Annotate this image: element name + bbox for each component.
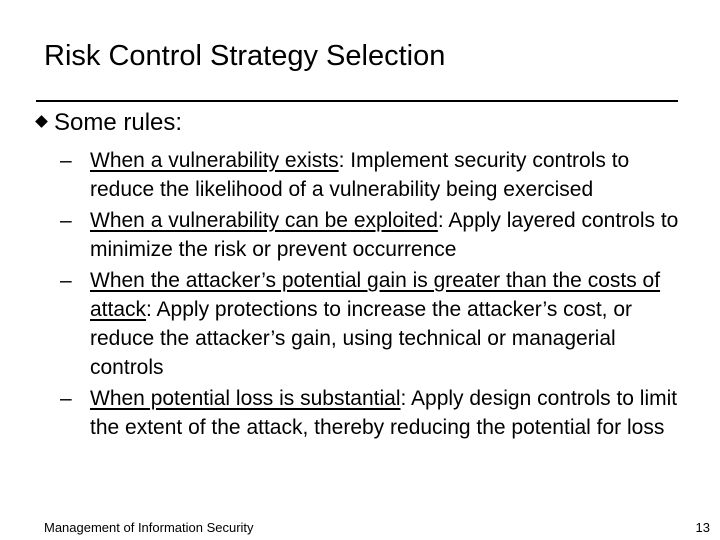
main-bullet [34, 108, 182, 138]
rule-item [0, 266, 720, 382]
dash-marker: – [60, 269, 72, 292]
rule-action: : Apply layered controls to minimize the risk or prevent occurrence [90, 209, 679, 261]
rule-text [90, 266, 694, 382]
rule-text [90, 146, 694, 204]
rule-action: : Apply protections to increase the attacker’s cost, or reduce the attacker’s gain, using technical or managerial controls [90, 298, 633, 379]
rule-item [0, 146, 720, 204]
rule-condition: When a vulnerability exists [90, 149, 339, 172]
rules-list [0, 146, 720, 444]
main-bullet-text: Some rules: [54, 109, 183, 136]
dash-marker: – [60, 149, 72, 172]
rule-condition: When a vulnerability can be exploited [90, 209, 438, 232]
rule-item [0, 206, 720, 264]
rule-condition: When the attacker’s potential gain is greater than the costs of attack [90, 269, 661, 321]
dash-marker: – [60, 209, 72, 232]
rule-action: : Implement security controls to reduce the likelihood of a vulnerability being exercised [90, 149, 630, 201]
rule-item [0, 384, 720, 442]
rule-condition: When potential loss is substantial [90, 387, 401, 410]
dash-marker: – [60, 387, 72, 410]
rule-text [90, 384, 694, 442]
page-number: 13 [695, 520, 710, 535]
title-divider [36, 100, 678, 102]
rule-action: : Apply design controls to limit the extent of the attack, thereby reducing the potential for loss [90, 387, 678, 439]
rule-text [90, 206, 694, 264]
diamond-bullet-icon [35, 115, 48, 128]
slide-title: Risk Control Strategy Selection [44, 40, 446, 72]
footer-text: Management of Information Security [44, 520, 254, 535]
